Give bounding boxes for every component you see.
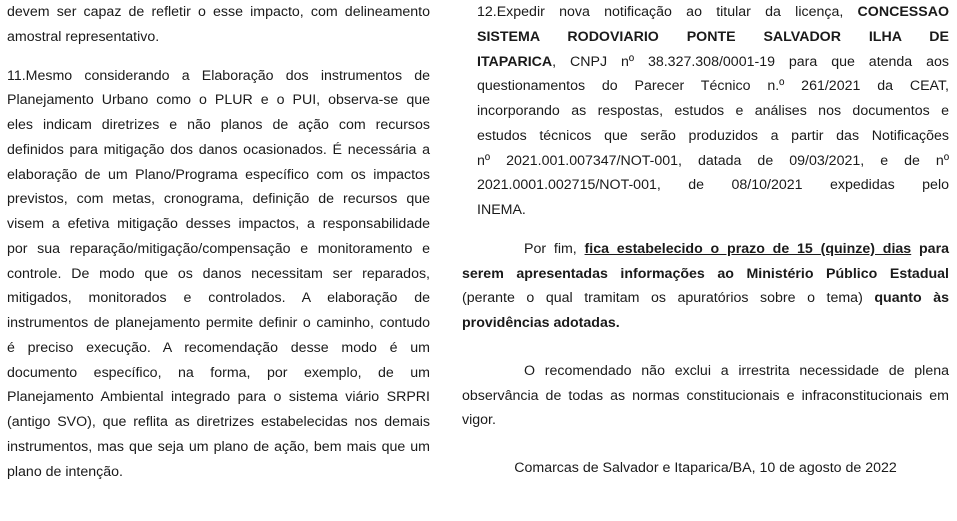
company-name-line: SISTEMA RODOVIARIO PONTE SALVADOR ILHA DE — [477, 28, 949, 45]
item-11-paragraph — [7, 64, 430, 485]
item-12-line: 2021.0001.002715/NOT-001, de 08/10/2021 expedidas pelo — [477, 177, 949, 194]
intro-line: amostral representativo. — [7, 28, 160, 45]
item-12-line: estudos técnicos que serão produzidos a partir das Notificações — [477, 127, 949, 144]
closing-line — [462, 286, 949, 311]
item-11-line: por sua reparação/mitigação/compensação e monitoramento e — [7, 240, 430, 257]
item-11-line: definidos para mitigação dos danos ocasionados. É necessária a — [7, 141, 430, 158]
item-11-line: visem a efetiva mitigação desses impactos, a responsabilidade — [7, 216, 430, 232]
item-12-text: 12.Expedir nova notificação ao titular da licença, — [477, 4, 858, 20]
item-12-line: incorporando as respostas, estudos e análises nos documentos e — [477, 103, 949, 119]
recommendation-line: O recomendado não exclui a irrestrita necessidade de plena — [524, 362, 949, 379]
item-11-line: Planejamento Ambiental integrado para o sistema viário SRPRI — [7, 389, 430, 406]
closing-bold-text: para — [911, 240, 949, 257]
item-11-line: eles indicam diretrizes e não planos de ação com recursos — [7, 117, 430, 133]
item-11-line: instrumentos, mas que seja um plano de ação, bem mais que um — [7, 438, 430, 455]
item-12-line: INEMA. — [477, 202, 526, 218]
recommendation-paragraph — [462, 359, 949, 433]
item-11-line: mitigados, monitorados e controlados. A elaboração de — [7, 290, 430, 307]
paragraph-gap — [7, 50, 430, 64]
company-name: ITAPARICA — [477, 53, 553, 70]
signature-place-date: Comarcas de Salvador e Itaparica/BA, 10 de agosto de 2022 — [514, 460, 897, 476]
item-12-line — [477, 50, 949, 75]
paragraph-gap — [462, 223, 949, 237]
company-name: CONCESSAO — [857, 4, 949, 20]
closing-line — [462, 237, 949, 262]
closing-line: providências adotadas. — [462, 315, 620, 331]
closing-text: (perante o qual tramitam os apuratórios sobre o tema) — [462, 290, 875, 307]
item-11-line: é preciso execução. A recomendação desse modo é um — [7, 339, 430, 356]
right-column — [462, 0, 949, 481]
item-11-line: documento específico, na forma, por exemplo, de um — [7, 364, 430, 381]
closing-line: serem apresentadas informações ao Ministério Público Estadual — [462, 265, 949, 282]
item-12-paragraph — [462, 0, 949, 223]
intro-line: devem ser capaz de refletir o esse impacto, com delineamento — [7, 4, 430, 20]
item-11-line: instrumentos de planejamento permite definir o caminho, contudo — [7, 315, 430, 331]
item-11-line: controle. De modo que os danos necessitam ser reparados, — [7, 265, 430, 282]
item-11-line: plano de intenção. — [7, 463, 123, 480]
closing-text: Por fim, — [524, 240, 585, 257]
item-11-line: previstos, com metas, cronograma, definição de recursos que — [7, 191, 430, 208]
item-11-line: 11.Mesmo considerando a Elaboração dos instrumentos de — [7, 67, 430, 84]
recommendation-line: vigor. — [462, 412, 496, 429]
item-11-line: (antigo SVO), que reflita as diretrizes estabelecidas nos demais — [7, 414, 430, 430]
left-column — [7, 0, 430, 484]
closing-bold-text: quanto às — [874, 290, 949, 307]
deadline-text: fica estabelecido o prazo de 15 (quinze) dias — [584, 240, 912, 257]
item-11-line: Planejamento Urbano como o PLUR e o PUI, observa-se que — [7, 92, 430, 109]
paragraph-gap — [462, 336, 949, 359]
item-12-line: nº 2021.001.007347/NOT-001, datada de 09/03/2021, e de nº — [477, 152, 949, 169]
item-12-line: questionamentos do Parecer Técnico n.º 261/2021 da CEAT, — [477, 78, 949, 95]
closing-paragraph — [462, 237, 949, 336]
item-12-text: , CNPJ nº 38.327.308/0001-19 para que atenda aos — [552, 53, 949, 70]
item-11-line: elaboração de um Plano/Programa específico com os impactos — [7, 166, 430, 183]
recommendation-line: observância de todas as normas constitucionais e infraconstitucionais em — [462, 387, 949, 404]
paragraph-gap — [462, 433, 949, 456]
item-12-line — [477, 0, 949, 25]
